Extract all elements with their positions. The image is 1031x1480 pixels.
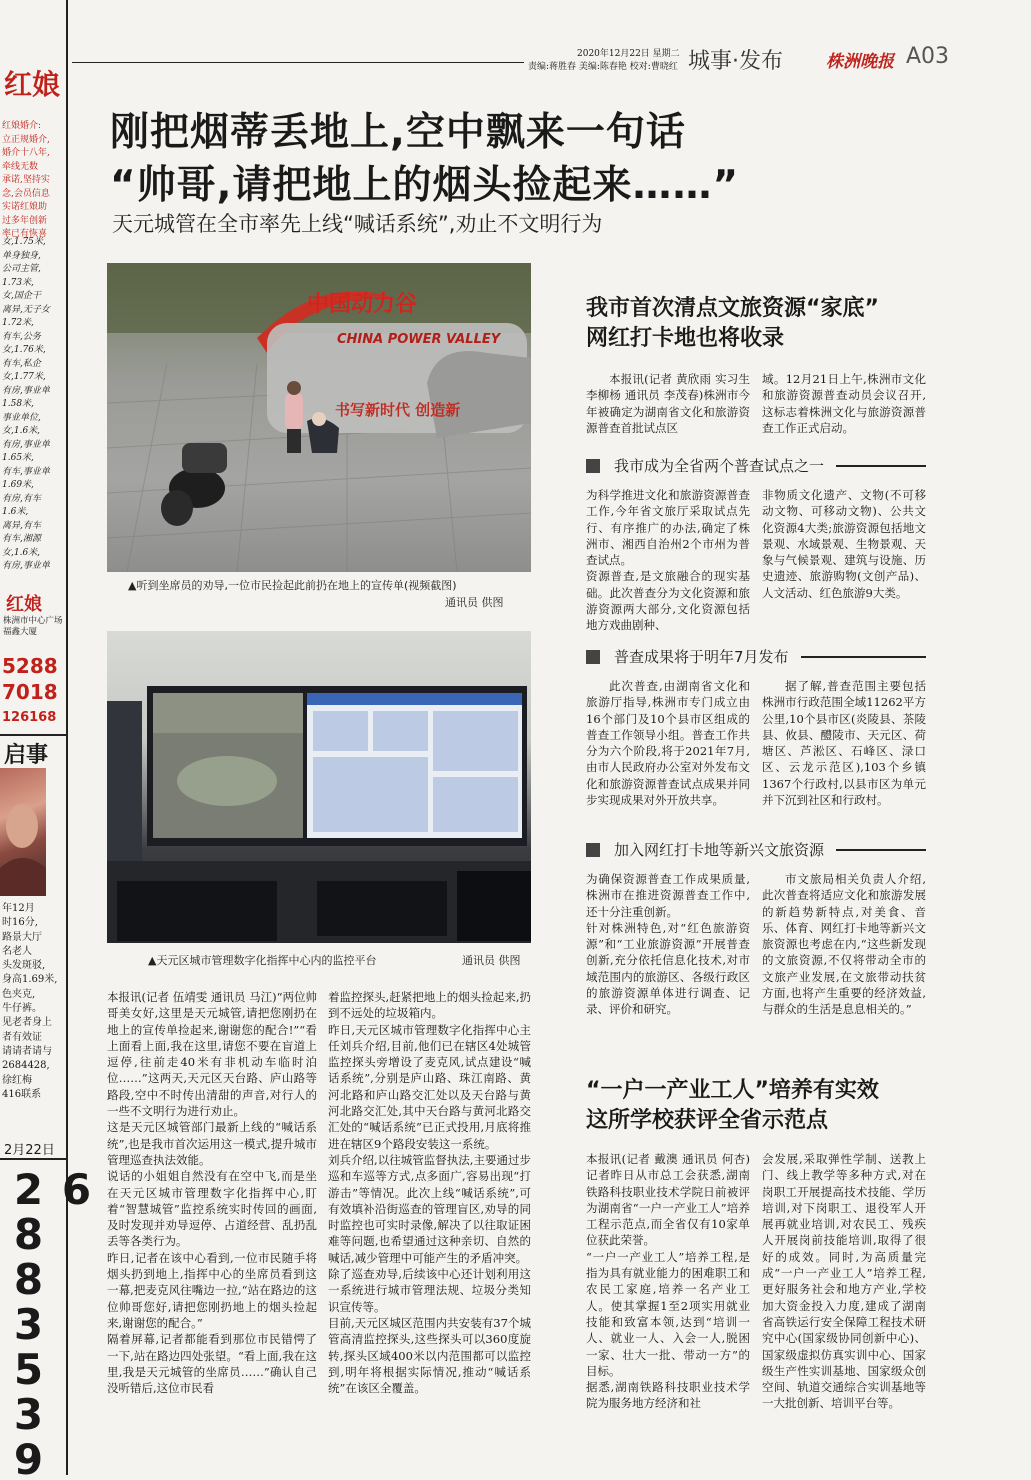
school-left: 本报讯(记者 戴澳 通讯员 何杏)记者昨日从市总工会获悉,湖南铁路科技职业技术学院日前被评为湖南省“一户一产业工人”培养工程示范点,而全省仅有10家单位获此荣誉。 “一户一产业工人”培养工程,是指为具有就业能力的困难职工和农民工家庭,培养一名产业工人。使其掌握1至2项实用就业技能和致富本领,达到“培训一人、就业一人、入会一人,脱困一家、壮大一批、带动一方”的目标。 据悉,湖南铁路科技职业技术学院为服务地方经济和社: [586, 1152, 750, 1411]
photo1-slogan: 书写新时代 创造新: [335, 401, 461, 419]
notice-date: 2月22日: [4, 1143, 55, 1158]
control-room-illustration: [107, 631, 531, 943]
tourism-sec3-title: 加入网红打卡地等新兴文旅资源: [614, 841, 825, 859]
notice-title: 启事: [4, 743, 49, 768]
big-phone-number: 2883539 6: [4, 1165, 101, 1480]
tourism-sec1-left: 为科学推进文化和旅游资源普查工作,今年省文旅厅采取试点先行、有序推广的办法,确定了株洲市、湘西自治州2个市州为普查试点。 资源普查,是文旅融合的现实基础。此次普查分为文化资源和旅游资源两大部分,文化资源包括地方戏曲剧种、: [586, 488, 750, 633]
section-square-icon: [586, 843, 600, 857]
phone-3: 126168: [2, 710, 57, 725]
matchmaker-title: 红娘: [4, 68, 61, 101]
page-number: A03: [906, 44, 950, 69]
tourism-headline-1: 我市首次清点文旅资源“家底”: [586, 296, 879, 321]
tourism-sec1-bar: [586, 455, 926, 476]
tourism-lead-right: 域。12月21日上午,株洲市文化和旅游资源普查动员会议召开,这标志着株洲文化与旅游资源普查工作正式启动。: [762, 372, 926, 435]
notice-text: 年12月 时16分, 路景大厅 名老人 头发斑驳, 身高1.69米, 色夹克, 牛仔裤。 见老者身上 者有效证 请请者请与 2684428, 徐红梅 416联系: [2, 903, 58, 1100]
notice-date-rule: [0, 1158, 66, 1160]
main-article-col1: 本报讯(记者 伍靖雯 通讯员 马江)“两位帅哥美女好,这里是天元城管,请把您刚扔在地上的宣传单捡起来,谢谢您的配合!”“看上面看上面,我在这里,请您不要在盲道上逗停,往前走40米有非机动车临时泊位……”这两天,天元区天台路、庐山路等路段,空中不时传出清甜的声音,对行人的一些不文明行为进行劝止。 这是天元区城管部门最新上线的“喊话系统”,也是我市首次运用这一模式,提升城市管理巡查执法效能。 说话的小姐姐自然没有在空中飞,而是坐在天元区城市管理数字化指挥中心,盯着“智慧城管”监控系统实时传回的画面,及时发现并劝导逗停、占道经营、乱扔乱丢等各类行为。 昨日,记者在该中心看到,一位市民随手将烟头扔到地上,指挥中心的坐席员看到这一幕,把麦克风往嘴边一拉,“站在路边的这位帅哥您好,请把您刚扔地上的烟头捡起来,谢谢您的配合。” 隔着屏幕,记者都能看到那位市民错愕了一下,站在路边四处张望。“看上面,我在这里,我是天元城管的坐席员……”确认自己没听错后,这位市民看: [107, 990, 317, 1396]
tourism-sec2-left: 此次普查,由湖南省文化和旅游厅指导,株洲市专门成立由16个部门及10个县市区组成的普查工作领导小组。普查工作共分为六个阶段,将于2021年7月,由市人民政府办公室对外发布文化和旅游资源普查试点成果并同步实现成果对外开放共享。: [586, 679, 750, 808]
portrait-icon: [0, 768, 46, 896]
tourism-headline-2: 网红打卡地也将收录: [586, 326, 785, 351]
masthead-rule: [72, 62, 524, 63]
main-headline-2: “帅哥,请把地上的烟头捡起来……”: [110, 163, 740, 208]
tourism-sec3-right: 市文旅局相关负责人介绍,此次普查将适应文化和旅游发展的新趋势新特点,对美食、音乐、体育、网红打卡地等新兴文旅资源也考虑在内,“这些新发现的文旅资源,不仅将带动全市的文旅产业发展,在文旅带动扶贫方面,也将产生重要的经济效益,与群众的生活是息息相关的。”: [762, 872, 926, 1017]
street-scene-illustration: [107, 263, 531, 572]
photo1-sign-cn: 中国动力谷: [307, 292, 418, 317]
tourism-sec3-left: 为确保资源普查工作成果质量,株洲市在推进资源普查工作中,还十分注重创新。 针对株洲特色,对“红色旅游资源”和“工业旅游资源”开展普查创新,充分依托信息化技术,对市域范围内的旅游区、各级行政区的旅游资源单体进行调查、记录、评价和研究。: [586, 872, 750, 1017]
school-right: 会发展,采取弹性学制、送教上门、线上教学等多种方式,对在岗职工开展提高技术技能、学历培训,对下岗职工、退役军人开展再就业培训,对农民工、残疾人开展岗前技能培训,取得了很好的成效。同时,为高质量完成“一户一产业工人”培养工程,更好服务社会和地方产业,学校加大资金投入力度,建成了湖南省高铁运行安全保障工程技术研究中心(国家级协同创新中心)、国家级虚拟仿真实训中心、国家级生产性实训基地、国家级众创空间、轨道交通综合实训基地等一大批创新、培训平台等。: [762, 1152, 926, 1411]
photo-control-center: [107, 631, 531, 943]
photo1-caption: ▲听到坐席员的劝导,一位市民捡起此前扔在地上的宣传单(视频截图): [128, 579, 457, 592]
date-line: 2020年12月22日 星期二: [577, 49, 680, 59]
main-subhead: 天元城管在全市率先上线“喊话系统”,劝止不文明行为: [112, 212, 603, 236]
tourism-sec3-bar: [586, 839, 926, 860]
main-headline-1: 刚把烟蒂丢地上,空中飘来一句话: [110, 110, 686, 155]
photo1-credit: 通讯员 供图: [445, 596, 504, 609]
photo-street: [107, 263, 531, 572]
tourism-sec2-right: 据了解,普查范围主要包括株洲市行政范围全域11262平方公里,10个县市区(炎陵县、茶陵县、攸县、醴陵市、天元区、荷塘区、芦淞区、石峰区、渌口区、云龙示范区),103个乡镇1367个行政村,以县市区为单元并下沉到社区和行政村。: [762, 679, 926, 808]
staff-line: 责编:蒋胜春 美编:陈春艳 校对:曹晓红: [528, 62, 678, 72]
section-square-icon: [586, 459, 600, 473]
paper-logo: 株洲晚报: [826, 52, 894, 72]
phone-2: 7018: [2, 680, 58, 704]
section-square-icon: [586, 650, 600, 664]
phone-1: 5288: [2, 654, 58, 678]
matchmaker-listings: 女,1.75米, 单身独身, 公司主管, 1.73米, 女,国企干 离异,无子女 1.72米, 有车,公务 女,1.76米, 有车,私企 女,1.77米, 有房,事业单 1.58米, 事业单位, 女,1.6米, 有房,事业单 1.65米, 有车,事业单 1.69米, 有房,有车 1.6米, 离异,有车 有车,湘源 女,1.6米, 有房,事业单: [2, 237, 50, 571]
school-headline-2: 这所学校获评全省示范点: [586, 1108, 829, 1133]
tourism-sec2-bar: [586, 646, 926, 667]
tourism-sec1-title: 我市成为全省两个普查试点之一: [614, 457, 825, 475]
section-name: 城事·发布: [688, 49, 783, 74]
matchmaker-intro: 红娘婚介: 立正规婚介, 婚介十八年, 牵线无数 承诺,坚持实 念,会员信息 实诺红娘助 过多年创新 率已有恢喜: [2, 121, 50, 239]
photo1-sign-en: CHINA POWER VALLEY: [337, 332, 501, 347]
photo2-credit: 通讯员 供图: [462, 954, 521, 967]
school-headline-1: “一户一产业工人”培养有实效: [586, 1078, 879, 1103]
tourism-sec1-right: 非物质文化遗产、文物(不可移动文物、可移动文物)、公共文化资源4大类;旅游资源包括地文景观、水域景观、生物景观、天象与气候景观、建筑与设施、历史遗迹、旅游购物(文创产品)、人文活动、红色旅游9大类。: [762, 488, 926, 600]
main-article-col2: 着监控探头,赶紧把地上的烟头捡起来,扔到不远处的垃圾箱内。 昨日,天元区城市管理数字化指挥中心主任刘兵介绍,目前,他们已在辖区4处城管监控探头旁增设了麦克风,试点建设“喊话系统”,分别是庐山路、珠江南路、黄河北路和庐山路交汇处以及天台路与黄河北路交汇处,其中天台路与黄河北路交汇处的“喊话系统”已正式投用,月底将推进在辖区9个路段安装这一系统。 刘兵介绍,以往城管监督执法,主要通过步巡和车巡等方式,点多面广,容易出现“打游击”等情况。此次上线“喊话系统”,可有效填补沿街巡查的管理盲区,劝导的同时监控也可实时录像,解决了以往取证困难等问题,也希望通过这种亲切、自然的喊话,减少管理中可能产生的矛盾冲突。 除了巡查劝导,后续该中心还计划利用这一系统进行城市管理法规、垃圾分类知识宣传等。 目前,天元区城区范围内共安装有37个城管高清监控探头,这些探头可以360度旋转,探头区域400米以内范围都可以监控到,明年将根据实际情况,推动“喊话系统”在该区全覆盖。: [328, 990, 531, 1396]
tourism-lead-left: 本报讯(记者 黄欣雨 实习生 李柳杨 通讯员 李茂春)株洲市今年被确定为湖南省文化和旅游资源普查首批试点区: [586, 372, 750, 435]
photo2-caption: ▲天元区城市管理数字化指挥中心内的监控平台: [148, 954, 377, 967]
notice-photo: [0, 768, 46, 896]
matchmaker-title-2: 红娘: [6, 594, 42, 615]
tourism-sec2-title: 普查成果将于明年7月发布: [614, 648, 789, 666]
notice-rule: [0, 734, 66, 736]
left-strip: [0, 0, 101, 1480]
motorcycle-icon: [161, 443, 227, 526]
matchmaker-address: 株洲市中心广场福鑫大厦: [3, 616, 63, 637]
